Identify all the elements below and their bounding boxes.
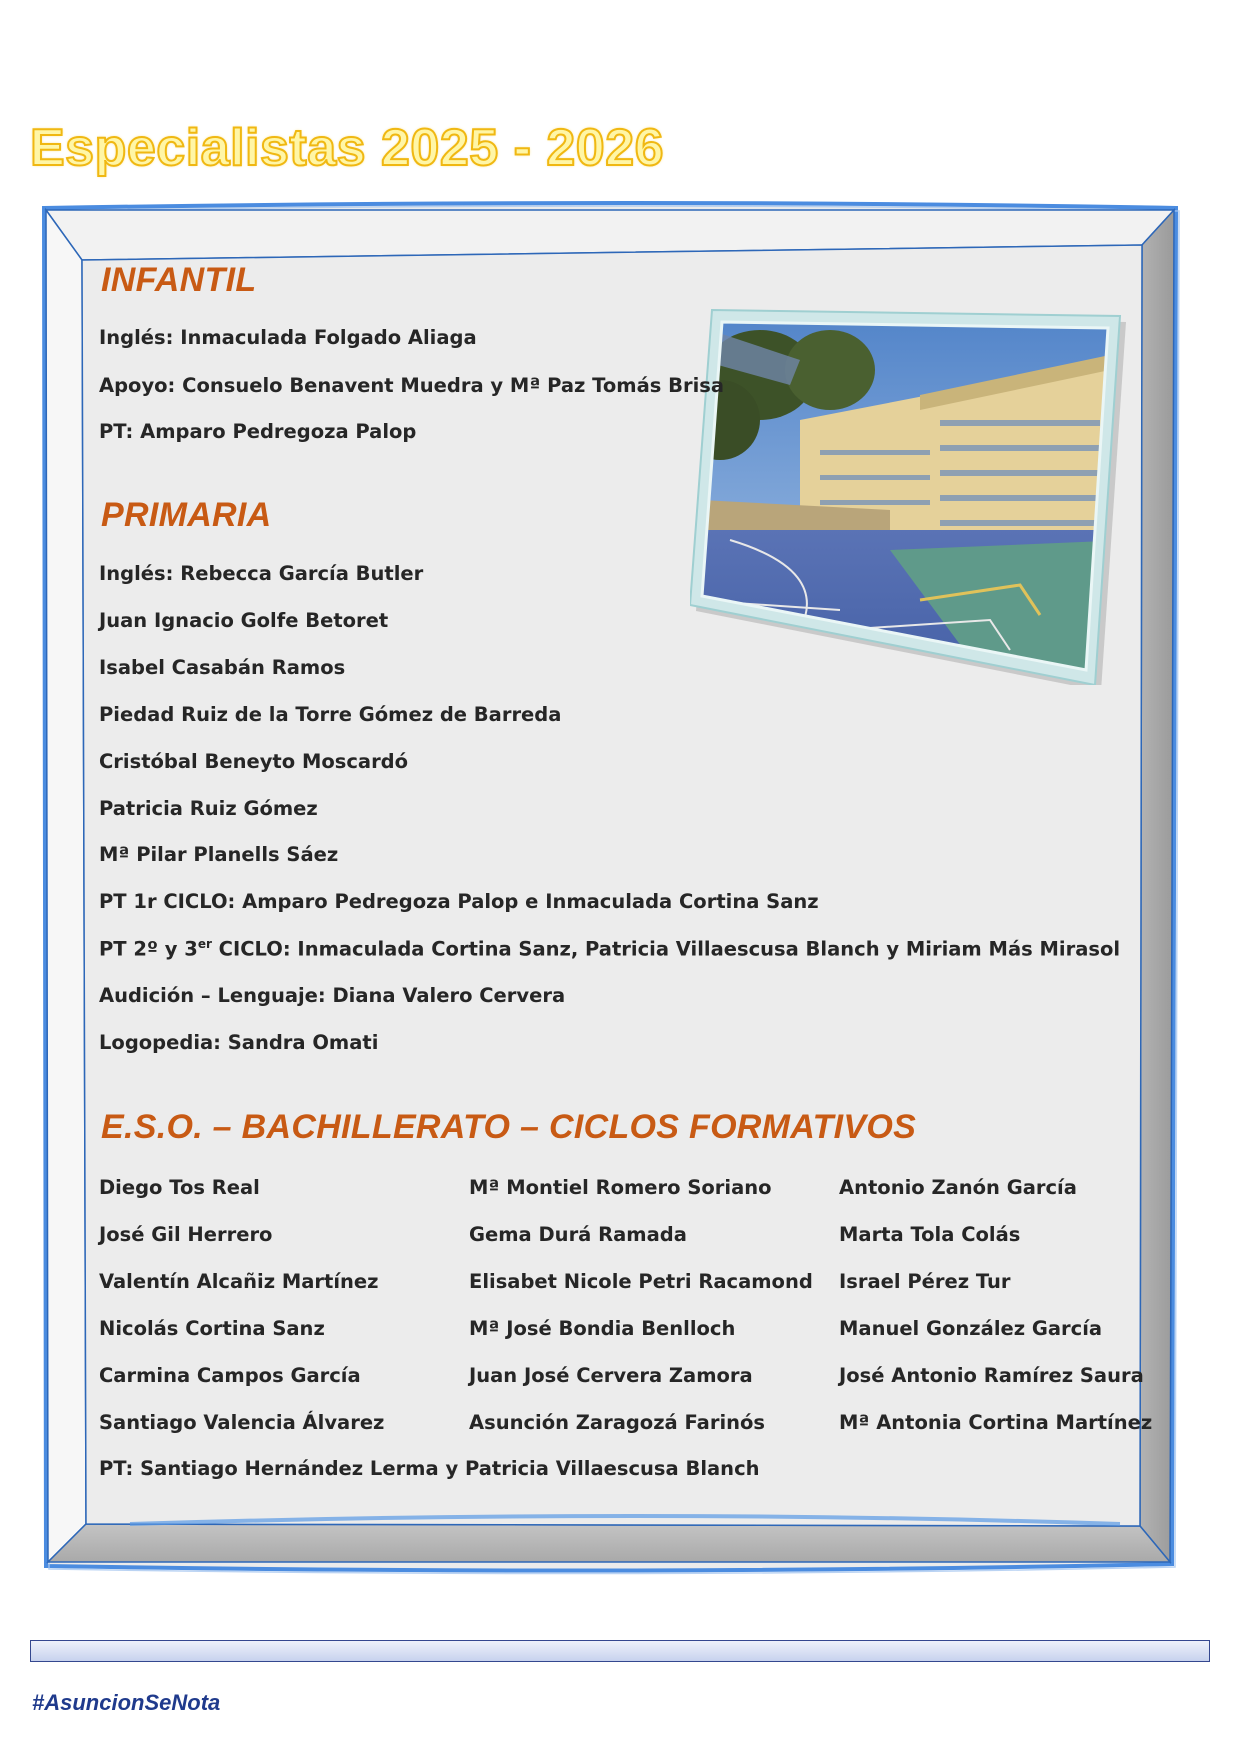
pt-prefix: PT 2º y 3 [99,937,198,961]
school-courtyard-photo [690,300,1130,685]
section-heading-primaria: PRIMARIA [101,496,272,534]
infantil-line: PT: Amparo Pedregoza Palop [99,420,417,443]
primaria-line: Cristóbal Beneyto Moscardó [99,750,409,773]
footer-bar [30,1640,1210,1662]
primaria-line: Piedad Ruiz de la Torre Gómez de Barreda [99,703,562,726]
list-item: Diego Tos Real [99,1176,260,1199]
primaria-line: Juan Ignacio Golfe Betoret [99,609,389,632]
secundaria-column-1 [99,1164,384,1446]
primaria-line: Patricia Ruiz Gómez [99,797,318,820]
pt-superscript: er [197,937,212,951]
secundaria-pt-line: PT: Santiago Hernández Lerma y Patricia Villaescusa Blanch [99,1457,760,1480]
list-item: Antonio Zanón García [839,1176,1077,1199]
list-item: Mª José Bondia Benlloch [469,1317,736,1340]
list-item: Elisabet Nicole Petri Racamond [469,1270,813,1293]
footer-hashtag: #AsuncionSeNota [32,1690,221,1715]
primaria-line: Audición – Lenguaje: Diana Valero Cervera [99,984,566,1007]
section-heading-secundaria: E.S.O. – BACHILLERATO – CICLOS FORMATIVOS [101,1108,917,1146]
primaria-pt-line [99,937,1120,961]
list-item: Manuel González García [839,1317,1103,1340]
primaria-line: Isabel Casabán Ramos [99,656,346,679]
list-item: Carmina Campos García [99,1364,361,1387]
list-item: Nicolás Cortina Sanz [99,1317,325,1340]
section-heading-infantil: INFANTIL [101,261,257,299]
secundaria-column-2 [469,1164,813,1446]
list-item: Gema Durá Ramada [469,1223,687,1246]
primaria-line: PT 1r CICLO: Amparo Pedregoza Palop e Inmaculada Cortina Sanz [99,890,819,913]
list-item: Israel Pérez Tur [839,1270,1011,1293]
secundaria-column-3 [839,1164,1152,1446]
list-item: Juan José Cervera Zamora [469,1364,753,1387]
list-item: José Gil Herrero [99,1223,273,1246]
primaria-line: Logopedia: Sandra Omati [99,1031,379,1054]
list-item: José Antonio Ramírez Saura [839,1364,1144,1387]
page-title: Especialistas 2025 - 2026 [30,119,665,177]
list-item: Santiago Valencia Álvarez [99,1411,385,1434]
list-item: Mª Montiel Romero Soriano [469,1176,772,1199]
primaria-line: Mª Pilar Planells Sáez [99,843,339,866]
list-item: Valentín Alcañiz Martínez [99,1270,379,1293]
primaria-line: Inglés: Rebecca García Butler [99,562,424,585]
list-item: Asunción Zaragozá Farinós [469,1411,766,1434]
pt-rest: CICLO: Inmaculada Cortina Sanz, Patricia Villaescusa Blanch y Miriam Más Mirasol [211,937,1121,961]
infantil-line: Inglés: Inmaculada Folgado Aliaga [99,326,477,349]
infantil-line: Apoyo: Consuelo Benavent Muedra y Mª Paz Tomás Brisa [99,374,725,397]
list-item: Marta Tola Colás [839,1223,1021,1246]
list-item: Mª Antonia Cortina Martínez [839,1411,1153,1434]
